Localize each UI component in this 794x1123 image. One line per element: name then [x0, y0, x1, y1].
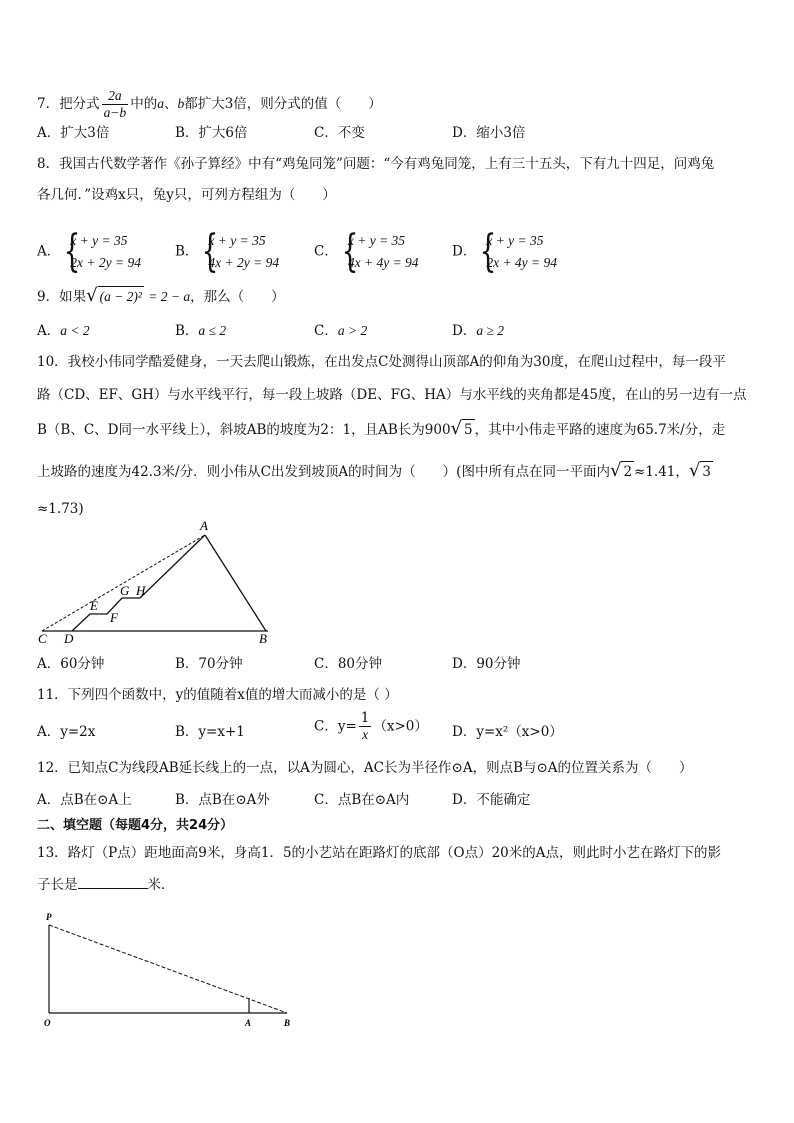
q8-stem-line1: 8．我国古代数学著作《孙子算经》中有“鸡兔同笼”问题：“今有鸡兔同笼，上有三十五头，下有九十四足，问鸡兔	[37, 156, 715, 172]
q8-option-d-eq1: x + y = 35	[486, 233, 544, 248]
q11-option-c-prefix: C．y=	[314, 718, 357, 735]
sqrt-icon: √	[688, 460, 701, 481]
q9-option-c[interactable]	[314, 321, 367, 341]
q8-option-d-eq2: 2x + 4y = 94	[486, 255, 558, 270]
q9-radicand: (a − 2)²	[98, 286, 144, 307]
label-b: B	[284, 1018, 291, 1028]
q10-option-a[interactable]: A．60分钟	[37, 656, 105, 672]
q8-option-a-label: A．	[37, 243, 61, 260]
q7-frac-num: 2a	[102, 88, 129, 105]
q13-line2-b: 米．	[147, 877, 175, 893]
q10-option-d[interactable]: D．90分钟	[452, 656, 521, 672]
label-p: P	[46, 912, 52, 922]
q9-option-d-label: D．	[452, 323, 477, 339]
q8-option-d[interactable]	[452, 226, 558, 277]
q7-stem	[37, 88, 382, 121]
label-c: C	[38, 631, 47, 646]
q8-option-c[interactable]	[314, 226, 419, 277]
q8-option-a-system	[60, 226, 141, 277]
q12-stem: 12．已知点C为线段AB延长线上的一点，以A为圆心，AC长为半径作⊙A，则点B与⊙A的位置关系为（ ）	[37, 760, 693, 776]
q7-text-a: 中的	[130, 96, 158, 112]
q11-option-a[interactable]: A．y=2x	[37, 724, 96, 740]
q10-line3-b: ，其中小伟走平路的速度为65.7米/分，走	[474, 422, 726, 438]
brace-icon: {	[479, 226, 497, 277]
label-o: O	[44, 1018, 51, 1028]
q11-option-c[interactable]	[314, 710, 428, 743]
q8-option-a[interactable]	[37, 226, 141, 277]
q10-stem-line2: 路（CD、EF、GH）与水平线平行，每一段上坡路（DE、FG、HA）与水平线的夹角都是45度，在山的另一边有一点	[37, 387, 747, 403]
q10-line3-a: B（B、C、D同一水平线上），斜坡AB的坡度为2：1，且AB长为900	[37, 422, 451, 438]
q8-option-b-eq1: x + y = 35	[208, 233, 266, 248]
q10-stem-line1: 10．我校小伟同学酷爱健身，一天去爬山锻炼，在出发点C处测得山顶部A的仰角为30度，在爬山过程中，每一段平	[37, 354, 726, 370]
answer-blank[interactable]	[78, 874, 148, 889]
q11-option-d[interactable]: D．y=x²（x>0）	[452, 724, 563, 740]
q11-option-c-num: 1	[360, 710, 370, 726]
label-a: A	[200, 518, 208, 533]
q9-option-a-label: A．	[37, 323, 61, 339]
q12-option-c[interactable]: C．点B在⊙A内	[314, 792, 410, 808]
q13-streetlight-figure	[40, 908, 300, 1032]
q7-text-b: 都扩大3倍，则分式的值（ ）	[184, 96, 382, 112]
q9-prefix: 9．如果	[37, 289, 87, 305]
q13-line2-a: 子长是	[37, 877, 78, 893]
section-title: 二、填空题（每题4分，共24分）	[37, 818, 234, 833]
q9-option-d-expr: a ≥ 2	[476, 323, 504, 338]
q7-frac-den: a−b	[103, 105, 127, 120]
q8-option-b-system	[198, 226, 280, 277]
q10-stem-line5: ≈1.73)	[37, 501, 84, 517]
q9-option-b[interactable]	[175, 321, 226, 341]
q10-line3-radicand: 5	[462, 419, 475, 440]
q9-rhs: = 2 − a	[148, 289, 191, 304]
q9-option-a[interactable]	[37, 321, 90, 341]
q8-option-c-system	[338, 226, 419, 277]
q8-option-b-label: B．	[175, 243, 199, 260]
q8-option-a-eq2: 2x + 2y = 94	[70, 255, 141, 270]
q9-option-c-label: C．	[314, 323, 338, 339]
q10-option-c[interactable]: C．80分钟	[314, 656, 383, 672]
q8-option-d-system	[476, 226, 558, 277]
q8-option-c-eq2: 4x + 4y = 94	[347, 255, 419, 270]
sqrt-icon: √	[450, 418, 463, 439]
brace-icon: {	[63, 226, 81, 277]
label-f: F	[110, 610, 118, 625]
slope-ab	[205, 535, 266, 631]
q9-option-a-expr: a < 2	[60, 323, 90, 338]
q7-sep: 、	[163, 96, 178, 112]
q7-prefix: 7．把分式	[37, 96, 100, 112]
q11-option-c-suffix: （x>0）	[373, 718, 428, 735]
q9-option-b-label: B．	[175, 323, 199, 339]
q10-stem-line4	[37, 461, 713, 482]
label-b: B	[259, 631, 267, 646]
q7-option-d[interactable]: D．缩小3倍	[452, 125, 526, 141]
q7-var-b: b	[177, 96, 185, 111]
q10-mountain-figure	[30, 518, 290, 646]
q11-option-b[interactable]: B．y=x+1	[175, 724, 245, 740]
light-ray-pb	[49, 925, 287, 1013]
q8-option-d-label: D．	[452, 243, 477, 260]
q9-option-d[interactable]	[452, 321, 504, 341]
q10-option-b[interactable]: B．70分钟	[175, 656, 243, 672]
q7-option-a[interactable]: A．扩大3倍	[37, 125, 110, 141]
label-h: H	[136, 583, 146, 598]
q8-option-a-eq1: x + y = 35	[70, 233, 128, 248]
q7-option-b[interactable]: B．扩大6倍	[175, 125, 248, 141]
q10-line4-radicand-1: 2	[621, 461, 634, 482]
q12-option-a[interactable]: A．点B在⊙A上	[37, 792, 132, 808]
q7-var-a: a	[157, 96, 164, 111]
q11-stem: 11．下列四个函数中，y的值随着x值的增大而减小的是（ ）	[37, 687, 398, 703]
brace-icon: {	[341, 226, 359, 277]
q10-line4-radicand-2: 3	[700, 461, 713, 482]
label-e: E	[90, 598, 98, 613]
q12-option-d[interactable]: D．不能确定	[452, 792, 531, 808]
q9-option-c-expr: a > 2	[337, 323, 368, 338]
q8-option-b[interactable]	[175, 226, 280, 277]
q13-stem-line1: 13．路灯（P点）距地面高9米，身高1．5的小艺站在距路灯的底部（O点）20米的A点，则此时小艺在路灯下的影	[37, 845, 722, 861]
q7-option-c[interactable]: C．不变	[314, 125, 365, 141]
q11-option-c-den: x	[362, 727, 369, 742]
sqrt-icon: √	[86, 285, 98, 306]
q10-line4-a: 上坡路的速度为42.3米/分．则小伟从C出发到坡顶A的时间为（ ）(图中所有点在同一平面内	[37, 464, 610, 480]
q13-stem-line2	[37, 874, 175, 895]
brace-icon: {	[202, 226, 219, 277]
label-a: A	[245, 1018, 252, 1028]
q9-option-b-expr: a ≤ 2	[198, 323, 227, 338]
q8-option-c-eq1: x + y = 35	[347, 233, 406, 248]
q8-option-c-label: C．	[314, 243, 338, 260]
q10-line4-b: ≈1.41，	[634, 464, 689, 480]
sqrt-icon: √	[609, 460, 622, 481]
label-d: D	[64, 631, 74, 646]
label-g: G	[120, 583, 130, 598]
q8-option-b-eq2: 4x + 2y = 94	[208, 255, 280, 270]
q12-option-b[interactable]: B．点B在⊙A外	[175, 792, 270, 808]
q9-suffix: ，那么（ ）	[190, 289, 285, 305]
q7-fraction	[102, 88, 129, 121]
q9-stem	[37, 286, 285, 307]
q8-stem-line2: 各几何．”设鸡x只，兔y只，可列方程组为（ ）	[37, 187, 336, 203]
q11-option-c-fraction	[359, 710, 372, 743]
q10-stem-line3	[37, 419, 725, 440]
